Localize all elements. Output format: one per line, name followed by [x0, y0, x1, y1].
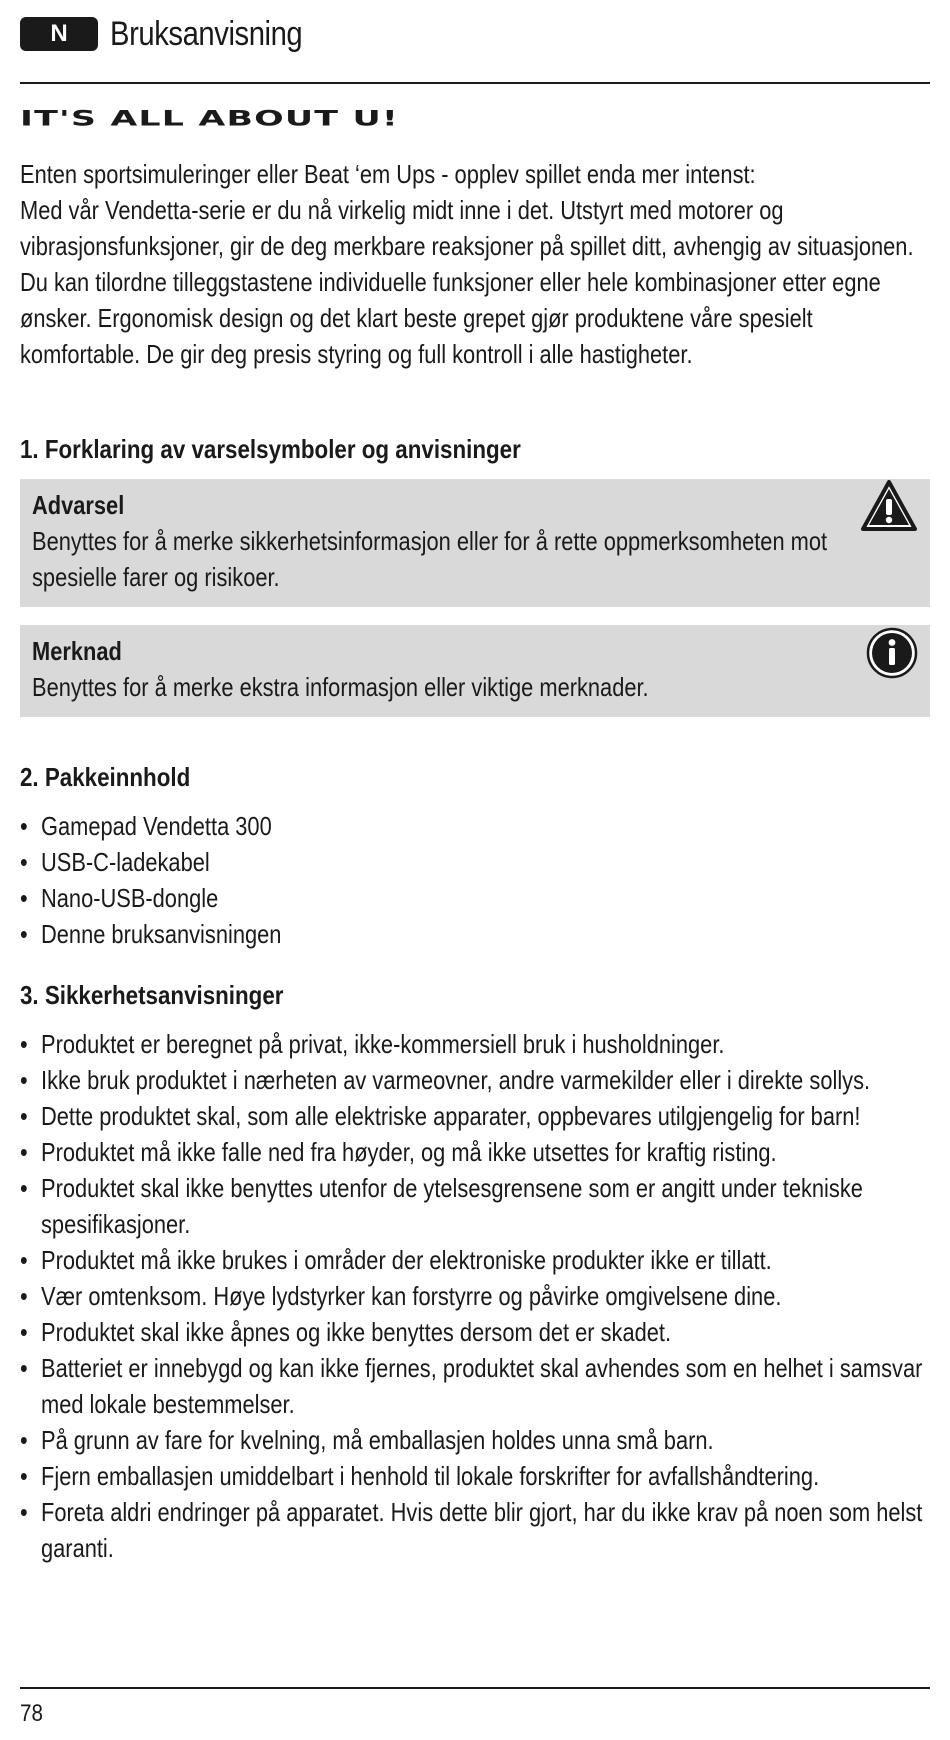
language-badge: N [20, 17, 98, 51]
list-item: • Produktet skal ikke benyttes utenfor de ytelsesgrensene som er angitt under tekniske spesifikasjoner. [20, 1170, 930, 1242]
warning-triangle-icon [860, 479, 918, 533]
intro-text [20, 156, 930, 372]
intro-line-1: Enten sportsimuleringer eller Beat ‘em Ups - opplev spillet enda mer intenst: [20, 159, 756, 189]
section-1-title: 1. Forklaring av varselsymboler og anvisninger [20, 434, 521, 464]
warning-text: Benyttes for å merke sikkerhetsinformasjon eller for å rette oppmerksomheten mot spesielle farer og risikoer. [32, 526, 828, 592]
header-title: Bruksanvisning [110, 14, 303, 53]
intro-paragraph: Med vår Vendetta-serie er du nå virkelig midt inne i det. Utstyrt med motorer og vibrasjonsfunksjoner, gir de deg merkbare reaksjoner på spillet ditt, avhengig av situasjonen. Du kan tilordne tilleggstastene individuelle funksjoner eller hele kombinasjoner etter egne ønsker. Ergonomisk design og det klart beste grepet gjør produktene våre spesielt komfortable. De gir deg presis styring og full kontroll i alle hastigheter. [20, 195, 914, 369]
warning-title: Advarsel [32, 490, 125, 520]
note-text: Benyttes for å merke ekstra informasjon eller viktige merknader. [32, 672, 649, 702]
note-content [32, 633, 838, 705]
page-number: 78 [20, 1700, 43, 1727]
list-item: • Nano-USB-dongle [20, 880, 930, 916]
list-item: • Denne bruksanvisningen [20, 916, 930, 952]
warning-content [32, 487, 838, 595]
list-item: • Ikke bruk produktet i nærheten av varmeovner, andre varmekilder eller i direkte sollys. [20, 1062, 930, 1098]
manual-page [20, 0, 930, 1740]
list-item: • Batteriet er innebygd og kan ikke fjernes, produktet skal avhendes som en helhet i samsvar med lokale bestemmelser. [20, 1350, 930, 1422]
section-2-title: 2. Pakkeinnhold [20, 762, 191, 792]
list-item: • Fjern emballasjen umiddelbart i henhold til lokale forskrifter for avfallshåndtering. [20, 1458, 930, 1494]
list-item: • På grunn av fare for kvelning, må emballasjen holdes unna små barn. [20, 1422, 930, 1458]
note-title: Merknad [32, 636, 122, 666]
section-3-title: 3. Sikkerhetsanvisninger [20, 980, 284, 1010]
list-item: • Foreta aldri endringer på apparatet. Hvis dette blir gjort, har du ikke krav på noen som helst garanti. [20, 1494, 930, 1566]
list-item: • Dette produktet skal, som alle elektriske apparater, oppbevares utilgjengelig for barn! [20, 1098, 930, 1134]
header-divider [20, 82, 930, 84]
package-contents-list [20, 808, 930, 952]
note-box [20, 625, 930, 717]
list-item: • Produktet må ikke brukes i områder der elektroniske produkter ikke er tillatt. [20, 1242, 930, 1278]
info-circle-icon [866, 627, 918, 679]
footer-divider [20, 1687, 930, 1689]
safety-instructions-list [20, 1026, 930, 1566]
page-header [20, 14, 334, 54]
list-item: • Produktet er beregnet på privat, ikke-kommersiell bruk i husholdninger. [20, 1026, 930, 1062]
list-item: • Vær omtenksom. Høye lydstyrker kan forstyrre og påvirke omgivelsene dine. [20, 1278, 930, 1314]
list-item: • Gamepad Vendetta 300 [20, 808, 930, 844]
list-item: • Produktet må ikke falle ned fra høyder, og må ikke utsettes for kraftig risting. [20, 1134, 930, 1170]
warning-box [20, 479, 930, 607]
brand-heading: IT'S ALL ABOUT U! [20, 106, 399, 132]
list-item: • USB-C-ladekabel [20, 844, 930, 880]
list-item: • Produktet skal ikke åpnes og ikke benyttes dersom det er skadet. [20, 1314, 930, 1350]
